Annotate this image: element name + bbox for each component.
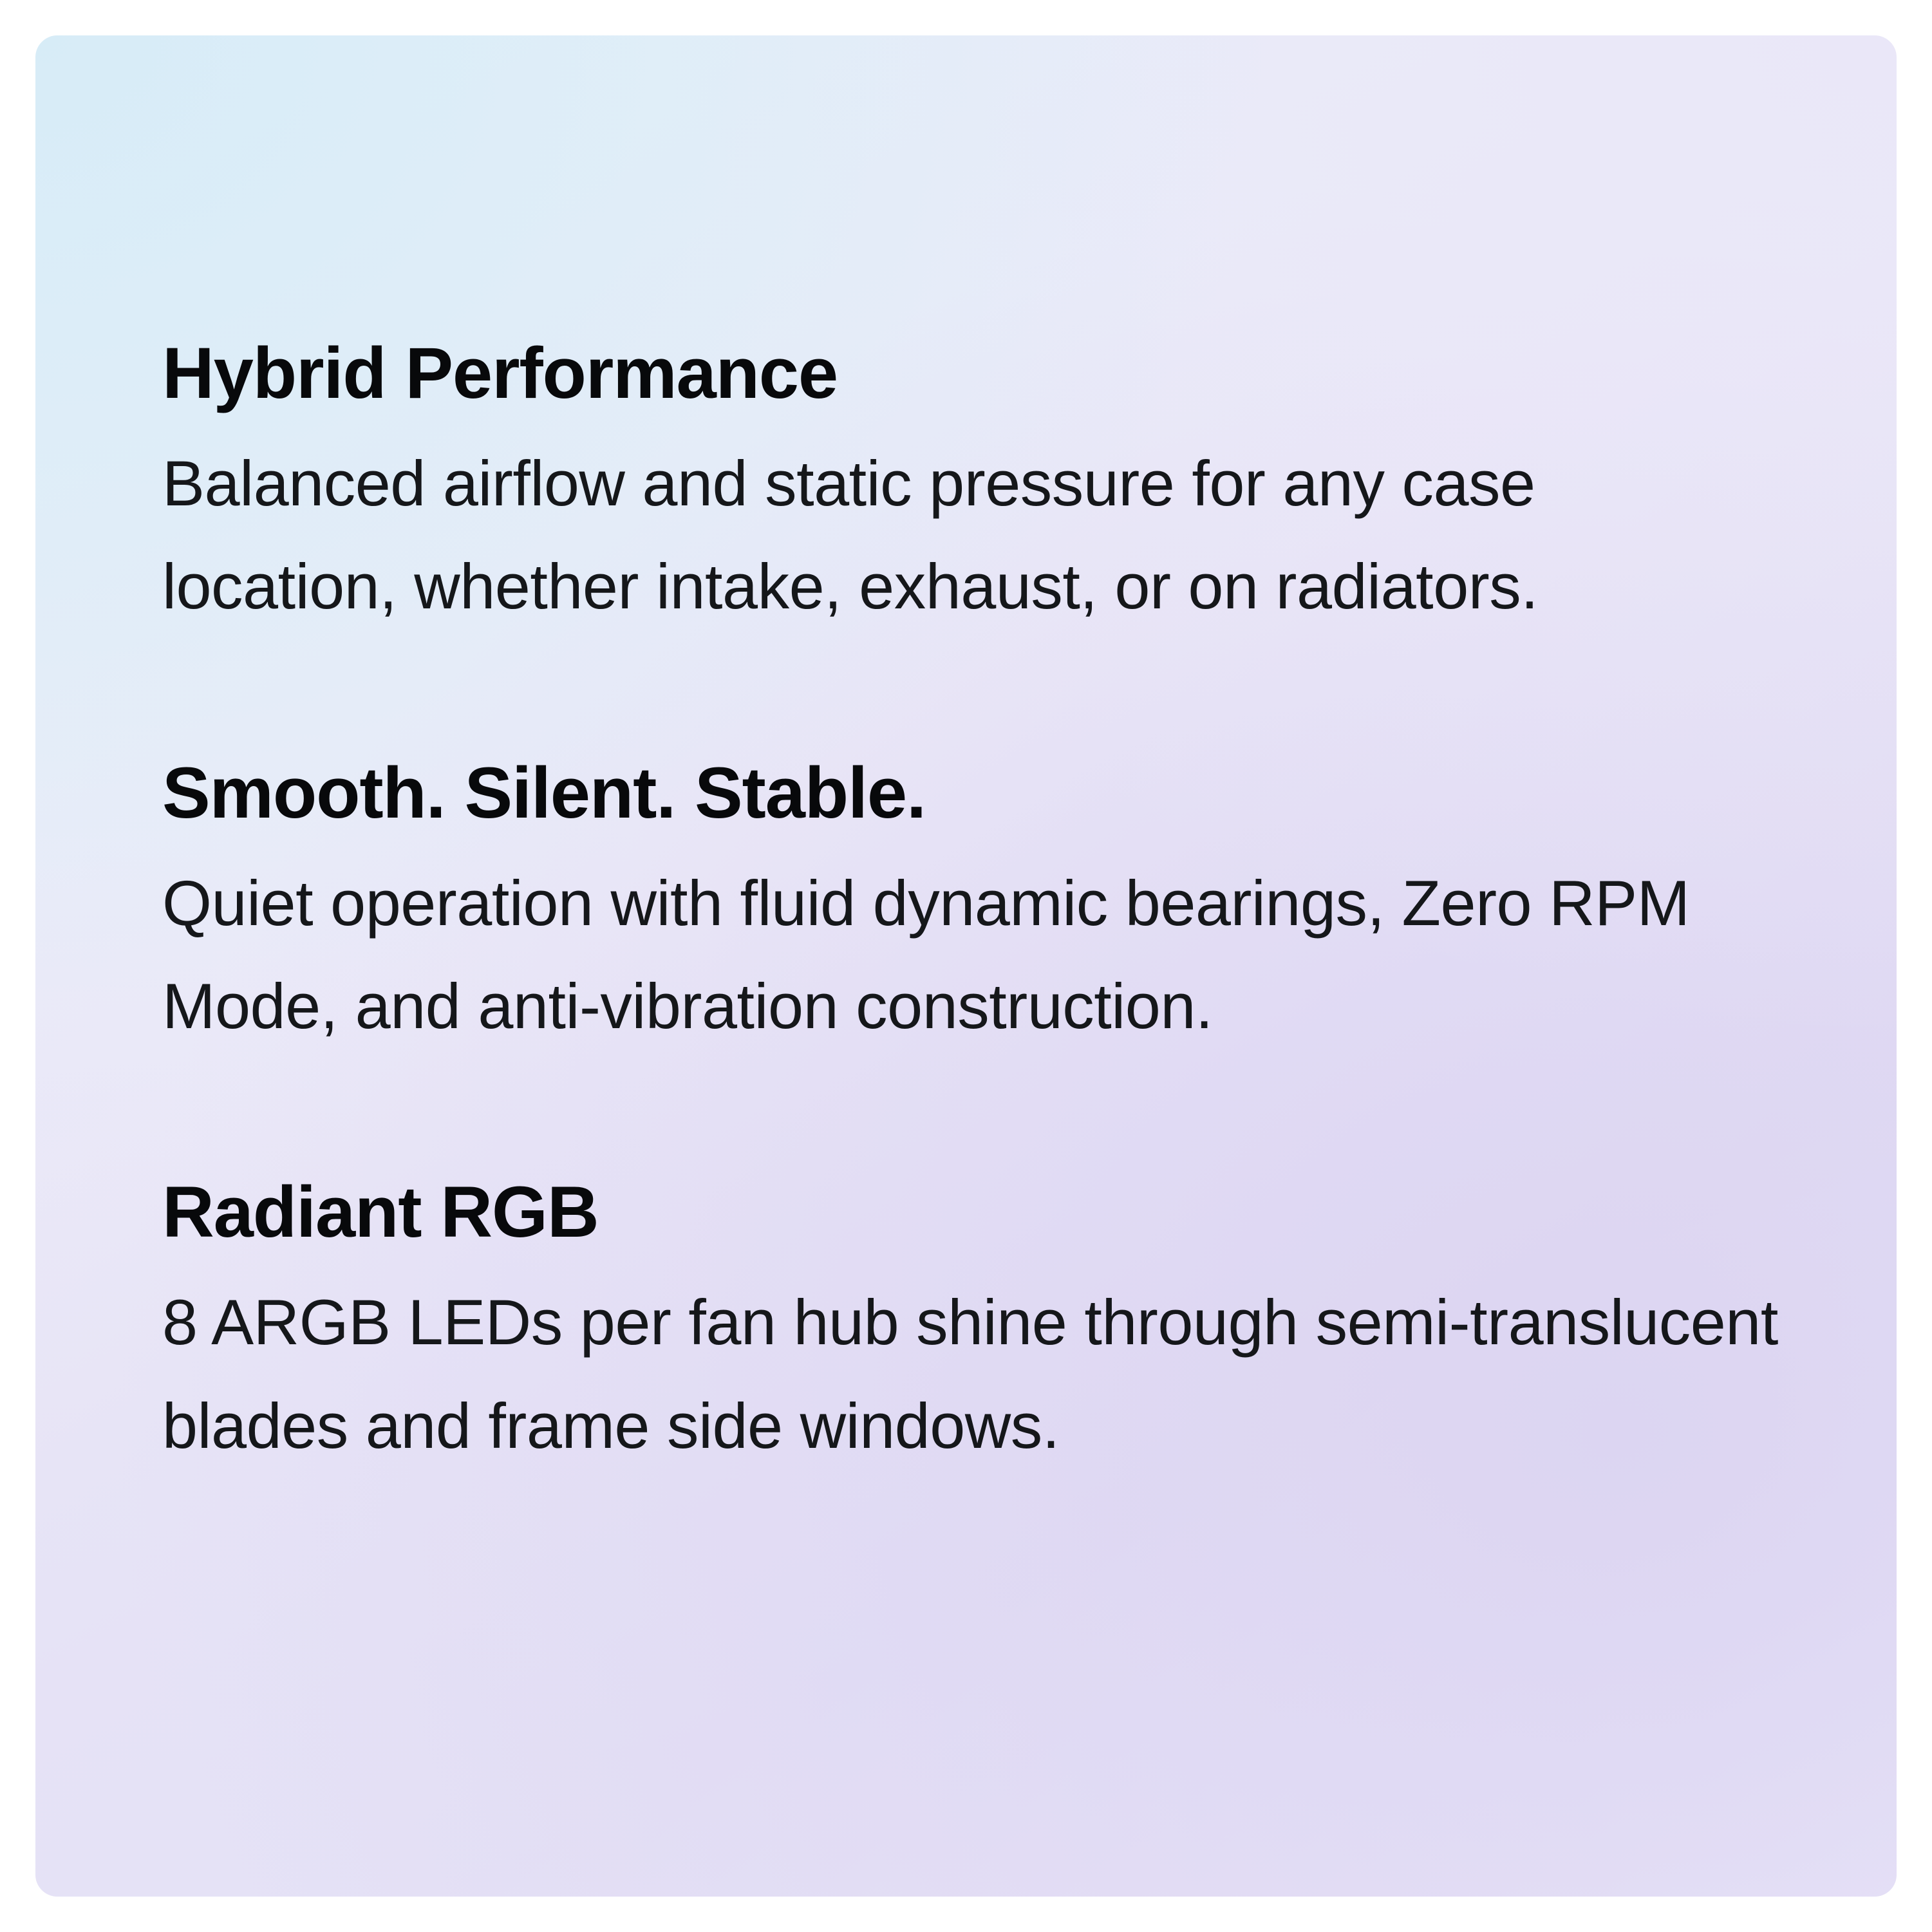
feature-title: Smooth. Silent. Stable. bbox=[162, 752, 926, 833]
feature-card bbox=[35, 35, 1897, 1897]
feature-list bbox=[162, 332, 1797, 1477]
feature-title: Radiant RGB bbox=[162, 1172, 599, 1253]
feature-item-smooth-silent-stable bbox=[162, 751, 1797, 1058]
feature-title: Hybrid Performance bbox=[162, 333, 838, 413]
feature-description: Quiet operation with fluid dynamic bearings, Zero RPM Mode, and anti-vibration construction. bbox=[162, 867, 1690, 1042]
feature-description: Balanced airflow and static pressure for any case location, whether intake, exhaust, or on radiators. bbox=[162, 447, 1539, 623]
feature-description: 8 ARGB LEDs per fan hub shine through semi-translucent blades and frame side windows. bbox=[162, 1286, 1778, 1461]
feature-item-radiant-rgb bbox=[162, 1170, 1797, 1477]
feature-item-hybrid-performance bbox=[162, 332, 1797, 639]
